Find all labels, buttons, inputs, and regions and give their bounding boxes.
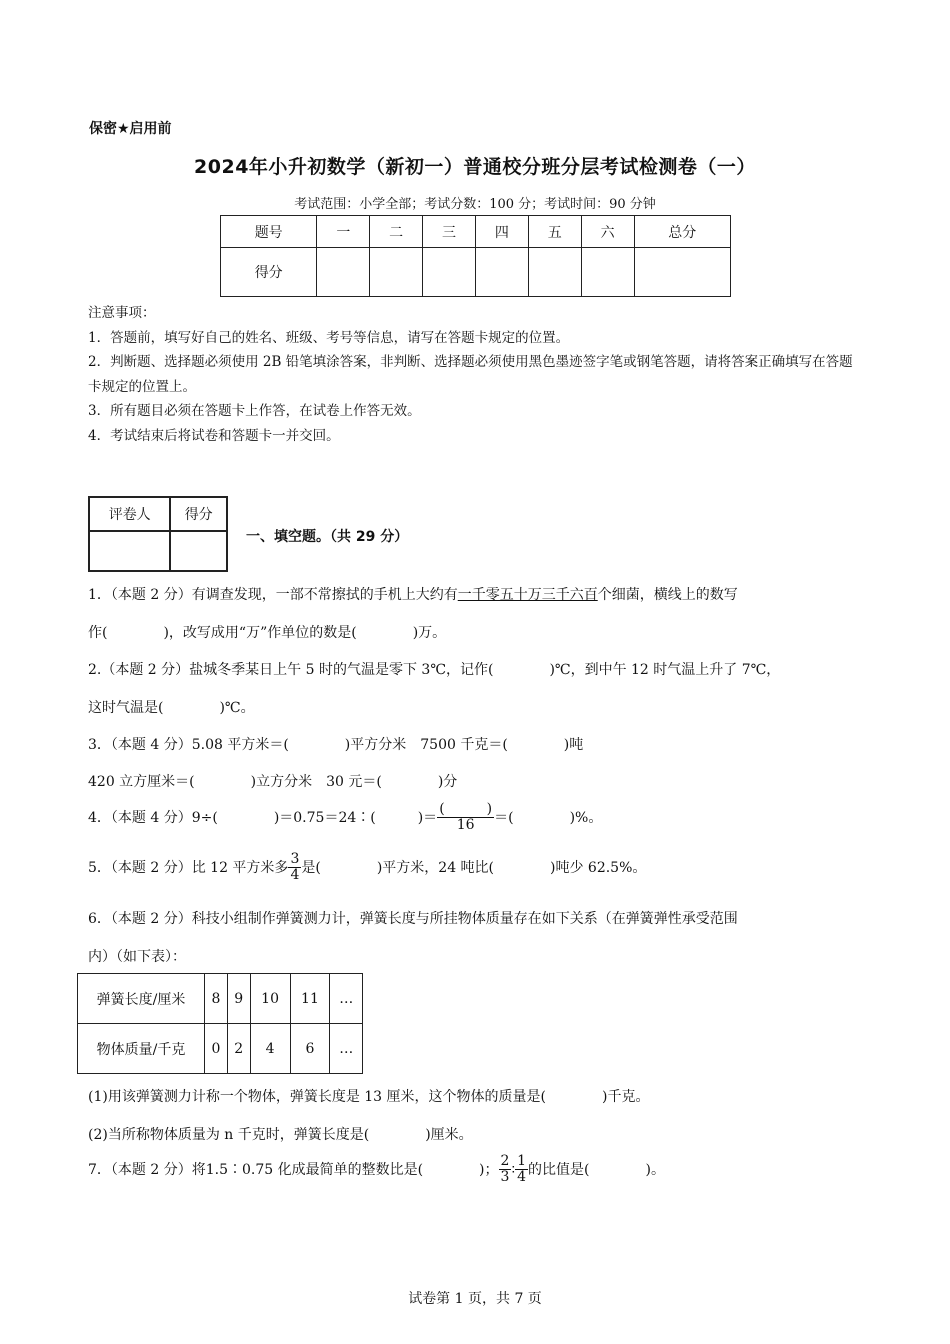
table-cell: 11 (290, 974, 330, 1024)
score-cell[interactable] (423, 248, 476, 297)
score-cell[interactable] (528, 248, 581, 297)
score-table-header-row (221, 216, 731, 248)
question-6-sub1: (1)用该弹簧测力计称一个物体，弹簧长度是 13 厘米，这个物体的质量是( )千克。 (88, 1089, 650, 1105)
question-1-line2: 作( )，改写成用“万”作单位的数是( )万。 (88, 625, 447, 641)
exam-info: 考试范围：小学全部；考试分数：100 分；考试时间：90 分钟 (294, 197, 656, 212)
table-cell: 0 (205, 1024, 228, 1074)
question-4: 4．（本题 4 分）9÷( )＝0.75＝24∶( )＝ $\frac{( )}{16}$ ＝( )%。 (88, 801, 603, 834)
page-footer: 试卷第 1 页，共 7 页 (408, 1291, 542, 1307)
score-header-cell: 题号 (221, 216, 317, 248)
note-item: 4．考试结束后将试卷和答题卡一并交回。 (88, 427, 340, 444)
table-row (78, 1024, 363, 1074)
grader-box (88, 496, 228, 572)
fraction: $\frac{1}{4}$ (517, 1153, 527, 1186)
question-2: 2.（本题 2 分）盐城冬季某日上午 5 时的气温是零下 3℃，记作( )℃，到中午 12 时气温上升了 7℃， (88, 662, 781, 678)
question-6: 6．（本题 2 分）科技小组制作弹簧测力计，弹簧长度与所挂物体质量存在如下关系（在弹簧弹性承受范围 (88, 911, 738, 927)
table-cell: 弹簧长度/厘米 (78, 974, 205, 1024)
grader-label: 评卷人 (89, 497, 170, 531)
table-cell: 9 (227, 974, 250, 1024)
spring-table (77, 973, 363, 1074)
note-item: 3．所有题目必须在答题卡上作答，在试卷上作答无效。 (88, 403, 421, 419)
table-cell: 6 (290, 1024, 330, 1074)
question-6-sub2: (2)当所称物体质量为 n 千克时，弹簧长度是( )厘米。 (88, 1127, 473, 1143)
score-header-cell: 一 (317, 216, 370, 248)
table-cell: 4 (250, 1024, 290, 1074)
section-title: 一、填空题。（共 29 分） (246, 529, 409, 545)
table-cell: … (330, 974, 363, 1024)
table-cell: 物体质量/千克 (78, 1024, 205, 1074)
question-2-line2: 这时气温是( )℃。 (88, 700, 255, 716)
grader-cell[interactable] (89, 531, 170, 571)
question-7: 7．（本题 2 分）将1.5∶0.75 化成最简单的整数比是( )； $\frac{2}{3}$ ∶ $\frac{1}{4}$ 的比值是( )。 (88, 1153, 665, 1186)
question-3: 3．（本题 4 分）5.08 平方米＝( )平方分米 7500 千克＝( )吨 (88, 737, 584, 753)
fraction: $\frac{3}{4}$ (290, 851, 300, 884)
table-cell: 10 (250, 974, 290, 1024)
score-cell[interactable] (317, 248, 370, 297)
score-header-cell: 四 (475, 216, 528, 248)
score-cell[interactable] (475, 248, 528, 297)
score-header-cell: 六 (581, 216, 634, 248)
question-3-line2: 420 立方厘米＝( )立方分米 30 元＝( )分 (88, 774, 458, 790)
question-5: 5．（本题 2 分）比 12 平方米多 $\frac{3}{4}$ 是( )平方米，24 吨比( )吨少 62.5%。 (88, 851, 647, 884)
grader-score-cell[interactable] (170, 531, 227, 571)
notes (88, 301, 863, 448)
score-cell[interactable] (581, 248, 634, 297)
page-title: 2024年小升初数学（新初一）普通校分班分层考试检测卷（一） (194, 156, 756, 178)
notes-heading: 注意事项： (88, 305, 156, 321)
score-header-cell: 五 (528, 216, 581, 248)
question-6-line2: 内）（如下表）： (88, 949, 186, 965)
score-table-score-row (221, 248, 731, 297)
score-header-cell: 三 (423, 216, 476, 248)
grader-score-label: 得分 (170, 497, 227, 531)
confidential-mark: 保密★启用前 (89, 121, 172, 137)
score-cell[interactable] (370, 248, 423, 297)
fraction: $\frac{( )}{16}$ (439, 801, 493, 834)
table-cell: 2 (227, 1024, 250, 1074)
table-cell: 8 (205, 974, 228, 1024)
fraction: $\frac{2}{3}$ (500, 1153, 510, 1186)
score-row-label: 得分 (221, 248, 317, 297)
score-cell[interactable] (634, 248, 730, 297)
table-cell: … (330, 1024, 363, 1074)
question-1: 1．（本题 2 分）有调查发现，一部不常擦拭的手机上大约有一千零五十万三千六百个细菌，横线上的数写 (88, 587, 738, 603)
score-header-cell: 二 (370, 216, 423, 248)
note-item: 1．答题前，填写好自己的姓名、班级、考号等信息，请写在答题卡规定的位置。 (88, 329, 570, 346)
score-header-cell: 总分 (634, 216, 730, 248)
note-item: 2．判断题、选择题必须使用 2B 铅笔填涂答案，非判断、选择题必须使用黑色墨迹签字笔或钢笔答题，请将答案正确填写在答题卡规定的位置上。 (88, 354, 853, 395)
underlined-number: 一千零五十万三千六百 (457, 587, 598, 603)
score-table (220, 215, 731, 297)
table-row (78, 974, 363, 1024)
